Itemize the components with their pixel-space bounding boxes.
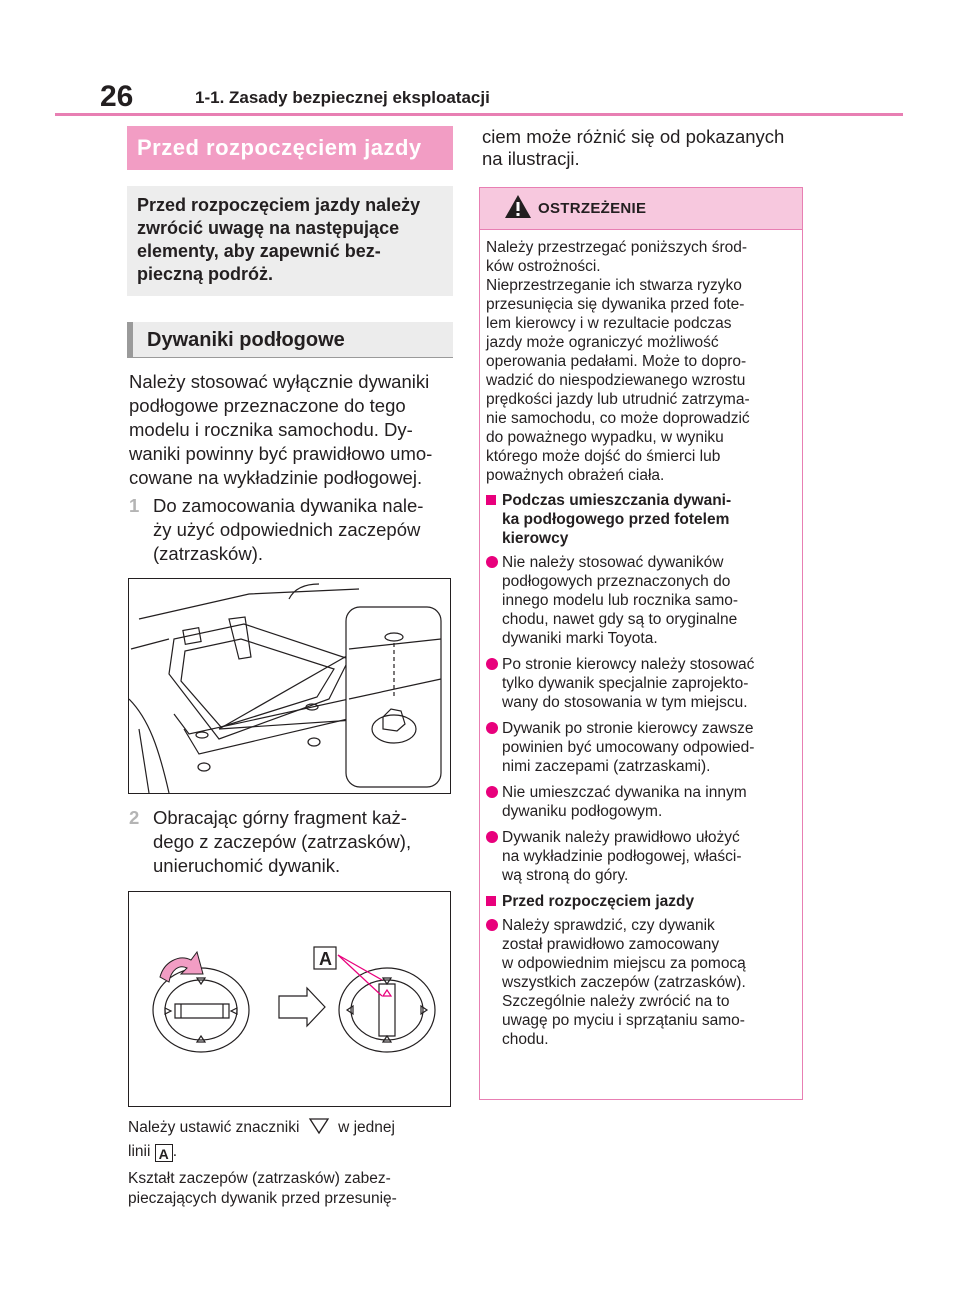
warning-title: OSTRZEŻENIE — [538, 200, 647, 217]
circle-bullet-icon — [486, 786, 498, 798]
header-divider — [55, 113, 903, 116]
text-line: na ilustracji. — [482, 148, 580, 169]
text-line: Dywanik po stronie kierowcy zawsze — [502, 720, 754, 737]
square-bullet-icon — [486, 896, 496, 906]
text-line: Podczas umieszczania dywani- — [502, 492, 732, 509]
text-line: przesunięcia się dywanika przed fote- — [486, 296, 745, 313]
subsection-heading: Dywaniki podłogowe — [127, 322, 453, 358]
caption-text: w jednej — [338, 1119, 395, 1136]
warning-body — [486, 238, 798, 1056]
page-number: 26 — [100, 80, 134, 113]
text-line: wadzić do niespodziewanego wzrostu — [486, 372, 746, 389]
warning-icon — [504, 194, 532, 220]
text-line: modelu i rocznika samochodu. Dy- — [129, 419, 413, 440]
caption-text: linii — [128, 1143, 151, 1160]
text-line: dego z zaczepów (zatrzasków), — [153, 831, 412, 852]
warning-bullet — [486, 783, 798, 821]
text-line: tylko dywanik specjalnie zaprojekto- — [502, 675, 749, 692]
circle-bullet-icon — [486, 556, 498, 568]
text-line: ka podłogowego przed fotelem — [502, 511, 730, 528]
warning-subheading — [486, 491, 798, 548]
clip-rotation-illustration — [129, 892, 450, 1106]
caption-text: Należy ustawić znaczniki — [128, 1119, 300, 1136]
intro-box — [127, 186, 453, 296]
circle-bullet-icon — [486, 919, 498, 931]
clip-rotation-figure — [128, 891, 451, 1107]
text-line: Należy przestrzegać poniższych środ- — [486, 239, 748, 256]
warning-paragraph — [486, 238, 798, 485]
text-line: ciem może różnić się od pokazanych — [482, 126, 785, 147]
square-bullet-icon — [486, 495, 496, 505]
text-line: ków ostrożności. — [486, 258, 601, 275]
section-heading: Przed rozpoczęciem jazdy — [127, 126, 453, 170]
text-line: nie samochodu, co może doprowadzić — [486, 410, 750, 427]
circle-bullet-icon — [486, 722, 498, 734]
text-line: uwagę po myciu i sprzątaniu samo- — [502, 1012, 745, 1029]
text-line: Należy stosować wyłącznie dywaniki — [129, 371, 430, 392]
triangle-mark-icon — [304, 1117, 334, 1135]
text-line: do poważnego wypadku, w wyniku — [486, 429, 724, 446]
intro-line: Przed rozpoczęciem jazdy należy — [137, 195, 421, 215]
right-continuation — [482, 126, 808, 170]
text-line: wszystkich zaczepów (zatrzasków). — [502, 974, 746, 991]
warning-subheading — [486, 892, 798, 911]
text-line: chodu. — [502, 1031, 549, 1048]
text-line: kierowcy — [502, 530, 569, 547]
label-a-icon: A — [155, 1144, 173, 1162]
text-line: Obracając górny fragment każ- — [153, 807, 407, 828]
floor-mat-figure — [128, 578, 451, 794]
caption-text: . — [172, 1143, 178, 1160]
warning-bullet — [486, 655, 798, 712]
circle-bullet-icon — [486, 658, 498, 670]
text-line: lem kierowcy i w rezultacie podczas — [486, 315, 732, 332]
text-line: prędkości jazdy lub utrudnić zatrzyma- — [486, 391, 750, 408]
step-1 — [129, 494, 455, 566]
text-line: waniki powinny być prawidłowo umo- — [129, 443, 433, 464]
text-line: jazdy może ograniczyć możliwość — [486, 334, 719, 351]
text-line: ży użyć odpowiednich zaczepów — [153, 519, 421, 540]
caption-clip-shape — [128, 1169, 454, 1209]
text-line: w odpowiednim miejscu za pomocą — [502, 955, 746, 972]
floor-mat-illustration — [129, 579, 450, 793]
text-line: Należy sprawdzić, czy dywanik — [502, 917, 715, 934]
text-line: innego modelu lub rocznika samo- — [502, 592, 739, 609]
text-line: Nie umieszczać dywanika na innym — [502, 784, 747, 801]
chapter-title: 1-1. Zasady bezpiecznej eksploatacji — [195, 88, 490, 107]
text-line: Nieprzestrzeganie ich stwarza ryzyko — [486, 277, 742, 294]
text-line: dywaniku podłogowym. — [502, 803, 663, 820]
warning-bullet — [486, 553, 798, 648]
text-line: (zatrzasków). — [153, 543, 263, 564]
text-line: Kształt zaczepów (zatrzasków) zabez- — [128, 1170, 391, 1187]
text-line: Przed rozpoczęciem jazdy — [502, 893, 695, 910]
intro-line: pieczną podróż. — [137, 264, 274, 284]
text-line: operowania pedałami. Może to dopro- — [486, 353, 747, 370]
text-line: pieczających dywanik przed przesunię- — [128, 1190, 397, 1207]
warning-header — [480, 188, 802, 230]
circle-bullet-icon — [486, 831, 498, 843]
text-line: chodu, nawet gdy są to oryginalne — [502, 611, 738, 628]
warning-box — [479, 187, 803, 1100]
text-line: powinien być umocowany odpowied- — [502, 739, 755, 756]
text-line: wą stroną do góry. — [502, 867, 629, 884]
caption-align-marks — [128, 1117, 454, 1162]
intro-line: zwrócić uwagę na następujące — [137, 218, 400, 238]
text-line: Dywanik należy prawidłowo ułożyć — [502, 829, 740, 846]
text-line: podłogowe przeznaczone do tego — [129, 395, 406, 416]
figure-label-a: A — [319, 949, 332, 969]
text-line: Szczególnie należy zwrócić na to — [502, 993, 730, 1010]
text-line: Do zamocowania dywanika nale- — [153, 495, 424, 516]
text-line: nimi zaczepami (zatrzaskami). — [502, 758, 711, 775]
text-line: został prawidłowo zamocowany — [502, 936, 720, 953]
text-line: unieruchomić dywanik. — [153, 855, 341, 876]
step-2 — [129, 806, 455, 878]
text-line: podłogowych przeznaczonych do — [502, 573, 731, 590]
text-line: cowane na wykładzinie podłogowej. — [129, 467, 423, 488]
floor-mat-paragraph — [129, 370, 455, 490]
text-line: Po stronie kierowcy należy stosować — [502, 656, 755, 673]
text-line: którego może dojść do śmierci lub — [486, 448, 721, 465]
text-line: wany do stosowania w tym miejscu. — [502, 694, 748, 711]
step-number: 1 — [129, 495, 140, 516]
intro-line: elementy, aby zapewnić bez- — [137, 241, 381, 261]
text-line: dywaniki marki Toyota. — [502, 630, 658, 647]
text-line: poważnych obrażeń ciała. — [486, 467, 665, 484]
text-line: Nie należy stosować dywaników — [502, 554, 724, 571]
warning-bullet — [486, 828, 798, 885]
text-line: na wykładzinie podłogowej, właści- — [502, 848, 742, 865]
step-number: 2 — [129, 807, 140, 828]
warning-bullet — [486, 719, 798, 776]
warning-bullet — [486, 916, 798, 1049]
